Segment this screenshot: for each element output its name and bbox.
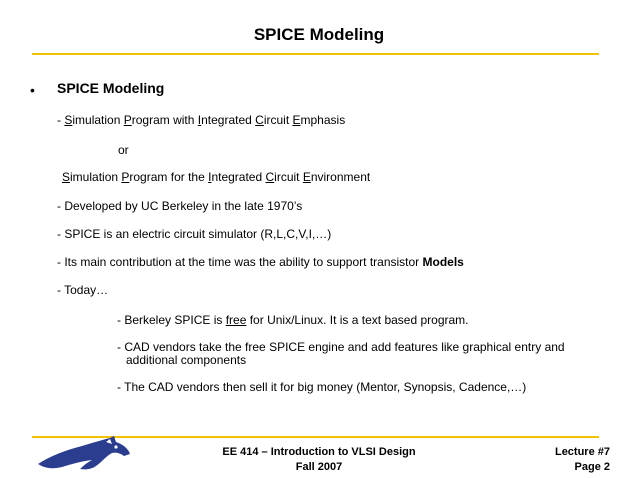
subpoint-berkeley-free: free bbox=[225, 313, 247, 327]
contribution-models: Models bbox=[422, 255, 464, 269]
simulator-line: - SPICE is an electric circuit simulator (R,L,C,V,I,…) bbox=[57, 227, 332, 241]
acronym-line-2 bbox=[62, 170, 370, 184]
developed-line: - Developed by UC Berkeley in the late 1970’s bbox=[57, 199, 303, 213]
subpoint-berkeley-pre: - Berkeley SPICE is bbox=[117, 313, 226, 327]
acronym-line-1 bbox=[57, 113, 345, 127]
subpoint-cad-vendors-2: additional components bbox=[126, 353, 247, 367]
acronym2-word-4: ircuit bbox=[274, 170, 303, 184]
acronym1-word-1: imulation bbox=[72, 113, 124, 127]
subpoint-berkeley-post: for Unix/Linux. It is a text based program. bbox=[246, 313, 469, 327]
acronym2-word-2: rogram for the bbox=[129, 170, 209, 184]
acronym2-letter-p: P bbox=[121, 170, 130, 184]
bullet-dot: • bbox=[30, 82, 35, 98]
acronym2-letter-e: E bbox=[302, 170, 311, 184]
acronym1-letter-e: E bbox=[292, 113, 301, 127]
acronym2-word-1: imulation bbox=[70, 170, 122, 184]
acronym2-word-5: nvironment bbox=[310, 170, 371, 184]
subpoint-berkeley bbox=[117, 313, 469, 327]
subpoint-sell: - The CAD vendors then sell it for big money (Mentor, Synopsis, Cadence,…) bbox=[117, 380, 527, 394]
acronym2-letter-s: S bbox=[62, 170, 71, 184]
acronym1-word-4: ircuit bbox=[263, 113, 293, 127]
footer-term: Fall 2007 bbox=[295, 461, 343, 473]
acronym2-word-3: ntegrated bbox=[211, 170, 266, 184]
acronym2-letter-c: C bbox=[265, 170, 275, 184]
acronym1-letter-p: P bbox=[123, 113, 132, 127]
acronym1-word-5: mphasis bbox=[300, 113, 346, 127]
slide-title: SPICE Modeling bbox=[253, 25, 385, 44]
title-rule bbox=[32, 53, 599, 55]
acronym1-letter-i: I bbox=[197, 113, 202, 127]
acronym1-letter-s: S bbox=[64, 113, 73, 127]
acronym-prefix: - bbox=[57, 113, 65, 127]
acronym2-letter-i: I bbox=[208, 170, 212, 184]
footer-page: Page 2 bbox=[574, 461, 610, 473]
contribution-text: - Its main contribution at the time was the ability to support transistor bbox=[57, 255, 423, 269]
footer-lecture: Lecture #7 bbox=[554, 446, 610, 458]
today-line: - Today… bbox=[57, 283, 109, 297]
footer-course: EE 414 – Introduction to VLSI Design bbox=[222, 446, 416, 458]
acronym1-word-2: rogram with bbox=[131, 113, 198, 127]
acronym1-letter-c: C bbox=[255, 113, 264, 127]
bullet-heading: SPICE Modeling bbox=[57, 80, 165, 96]
contribution-line bbox=[57, 255, 464, 269]
or-text: or bbox=[118, 143, 129, 157]
acronym1-word-3: ntegrated bbox=[201, 113, 256, 127]
subpoint-cad-vendors-1: - CAD vendors take the free SPICE engine and add features like graphical entry and bbox=[117, 340, 565, 354]
